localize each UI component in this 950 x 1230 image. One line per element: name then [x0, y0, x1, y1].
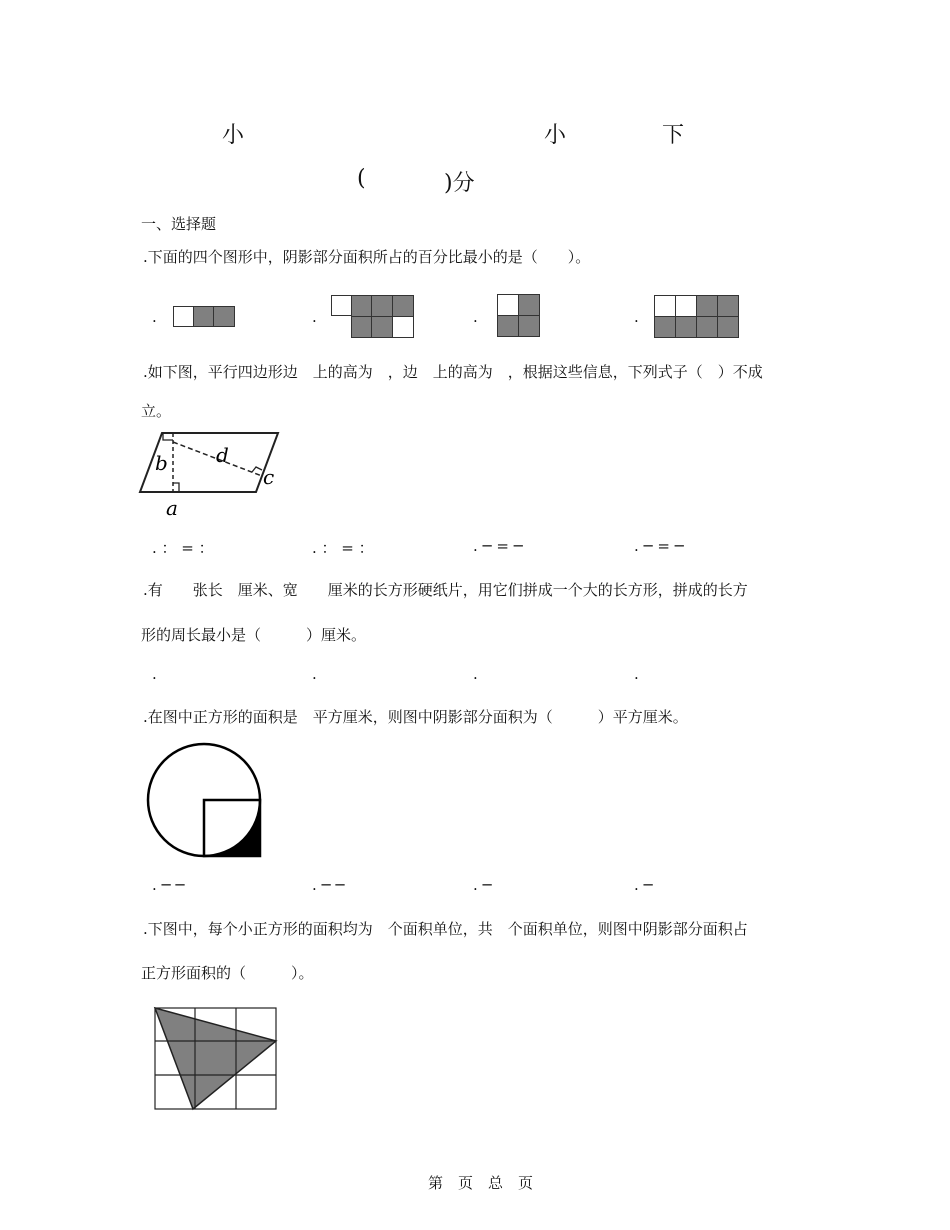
q2-option-b: . ： = ：: [312, 539, 374, 557]
q1-option-d: .: [634, 308, 639, 326]
q3-option-a: .: [152, 665, 157, 683]
section-heading: 一、选择题: [141, 215, 217, 233]
label-a: a: [166, 496, 178, 520]
q3-option-c: .: [473, 665, 478, 683]
title-char-2: 小: [544, 123, 567, 148]
question-3-text: .有 张长 厘米、宽 厘米的长方形硬纸片，用它们拼成一个大的长方形，拼成的长方: [143, 581, 748, 599]
q2-option-a: . ： = ：: [152, 539, 214, 557]
label-c: c: [263, 465, 275, 489]
question-3-text-cont: 形的周长最小是（ ）厘米。: [141, 626, 367, 644]
label-b: b: [155, 451, 168, 475]
circle-square-figure: [144, 743, 264, 861]
grid-triangle-figure: [152, 1005, 280, 1111]
question-1-text: .下面的四个图形中，阴影部分面积所占的百分比最小的是（ ）。: [143, 248, 591, 266]
q2-option-c: . ─ = ─: [473, 537, 523, 555]
q4-option-b: . ─ ─: [312, 876, 345, 894]
q4-option-d: . ─: [634, 876, 653, 894]
q1-option-a: .: [152, 308, 157, 326]
question-5-text-cont: 正方形面积的（ ）。: [141, 964, 314, 982]
title-paren-open: (: [357, 166, 366, 191]
q1-figure-d: [654, 295, 740, 339]
q3-option-b: .: [312, 665, 317, 683]
title-paren-close: )分: [444, 171, 475, 196]
page-footer: 第 页 总 页: [428, 1174, 534, 1192]
q1-figure-b: [331, 295, 415, 339]
q1-option-b: .: [312, 308, 317, 326]
question-2-text: .如下图，平行四边形边 上的高为 ，边 上的高为 ，根据这些信息，下列式子（ ）不成: [143, 363, 763, 381]
q1-figure-a: [173, 306, 237, 328]
label-d: d: [216, 443, 229, 467]
q4-option-c: . ─: [473, 876, 492, 894]
q1-option-c: .: [473, 308, 478, 326]
question-5-text: .下图中，每个小正方形的面积均为 个面积单位，共 个面积单位，则图中阴影部分面积占: [143, 920, 748, 938]
parallelogram-figure: [138, 430, 288, 522]
q2-option-d: . ─ = ─: [634, 537, 684, 555]
q1-figure-c: [497, 294, 541, 338]
q3-option-d: .: [634, 665, 639, 683]
title-char-3: 下: [662, 123, 685, 148]
question-2-text-cont: 立。: [141, 402, 172, 420]
q4-option-a: . ─ ─: [152, 876, 185, 894]
title-char-1: 小: [222, 123, 245, 148]
question-4-text: .在图中正方形的面积是 平方厘米，则图中阴影部分面积为（ ）平方厘米。: [143, 708, 688, 726]
